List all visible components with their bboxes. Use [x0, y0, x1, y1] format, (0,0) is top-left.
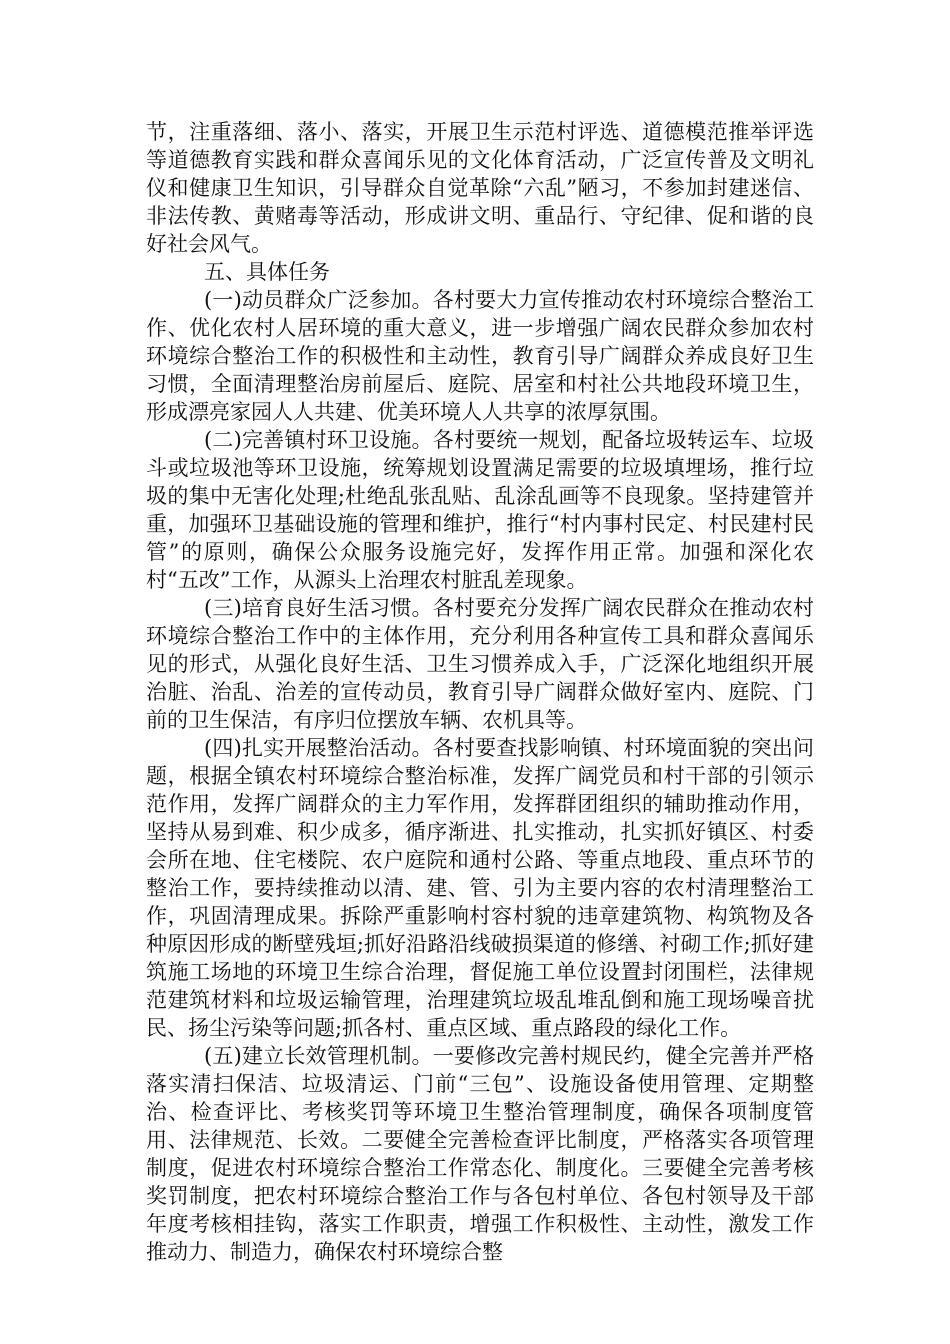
section-heading: 五、具体任务	[204, 260, 330, 284]
task-paragraph-2: (二)完善镇村环卫设施。各村要统一规划，配备垃圾转运车、垃圾斗或垃圾池等环卫设施，统筹规划设置满足需要的垃圾填埋场，推行垃圾的集中无害化处理;杜绝乱张乱贴、乱涂乱画等不良现象。坚持建管并重，加强环卫基础设施的管理和维护，推行“村内事村民定、村民建村民管”的原则，确保公众服务设施完好，发挥作用正常。加强和深化农村“五改”工作，从源头上治理农村脏乱差现象。	[146, 428, 814, 592]
task-paragraph-3: (三)培育良好生活习惯。各村要充分发挥广阔农民群众在推动农村环境综合整治工作中的主体作用，充分利用各种宣传工具和群众喜闻乐见的形式，从强化良好生活、卫生习惯养成入手，广泛深化地组织开展治脏、治乱、治差的宣传动员，教育引导广阔群众做好室内、庭院、门前的卫生保洁，有序归位摆放车辆、农机具等。	[146, 596, 814, 732]
task-paragraph-1: (一)动员群众广泛参加。各村要大力宣传推动农村环境综合整治工作、优化农村人居环境的重大意义，进一步增强广阔农民群众参加农村环境综合整治工作的积极性和主动性，教育引导广阔群众养成良好卫生习惯，全面清理整治房前屋后、庭院、居室和村社公共地段环境卫生，形成漂亮家园人人共建、优美环境人人共享的浓厚氛围。	[146, 288, 814, 424]
opening-paragraph: 节，注重落细、落小、落实，开展卫生示范村评选、道德模范推举评选等道德教育实践和群众喜闻乐见的文化体育活动，广泛宣传普及文明礼仪和健康卫生知识，引导群众自觉革除“六乱”陋习，不参加封建迷信、非法传教、黄赌毒等活动，形成讲文明、重品行、守纪律、促和谐的良好社会风气。	[146, 120, 814, 256]
task-paragraph-4: (四)扎实开展整治活动。各村要查找影响镇、村环境面貌的突出问题，根据全镇农村环境综合整治标准，发挥广阔党员和村干部的引领示范作用，发挥广阔群众的主力军作用，发挥群团组织的辅助推动作用，坚持从易到难、积少成多，循序渐进、扎实推动，扎实抓好镇区、村委会所在地、住宅楼院、农户庭院和通村公路、等重点地段、重点环节的整治工作，要持续推动以清、建、管、引为主要内容的农村清理整治工作，巩固清理成果。拆除严重影响村容村貌的违章建筑物、构筑物及各种原因形成的断壁残垣;抓好沿路沿线破损渠道的修缮、衬砌工作;抓好建筑施工场地的环境卫生综合治理，督促施工单位设置封闭围栏，法律规范建筑材料和垃圾运输管理，治理建筑垃圾乱堆乱倒和施工现场噪音扰民、扬尘污染等问题;抓各村、重点区域、重点路段的绿化工作。	[146, 736, 814, 1040]
document-body	[146, 118, 814, 1266]
task-paragraph-5: (五)建立长效管理机制。一要修改完善村规民约，健全完善并严格落实清扫保洁、垃圾清运、门前“三包”、设施设备使用管理、定期整治、检查评比、考核奖罚等环境卫生整治管理制度，确保各项制度管用、法律规范、长效。二要健全完善检查评比制度，严格落实各项管理制度，促进农村环境综合整治工作常态化、制度化。三要健全完善考核奖罚制度，把农村环境综合整治工作与各包村单位、各包村领导及干部年度考核相挂钩，落实工作职责，增强工作积极性、主动性，激发工作推动力、制造力，确保农村环境综合整	[146, 1044, 814, 1264]
